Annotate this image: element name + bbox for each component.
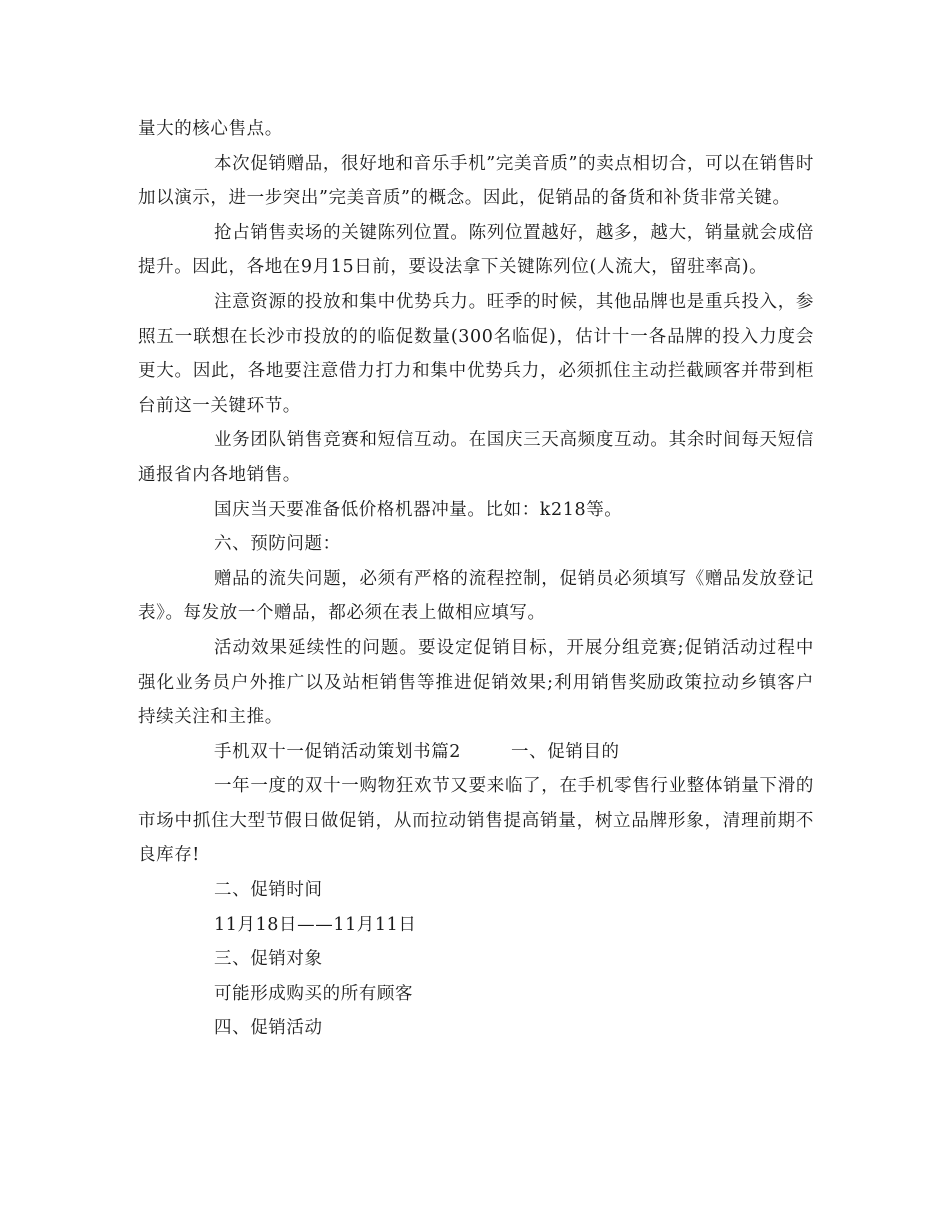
paragraph: 注意资源的投放和集中优势兵力。旺季的时候，其他品牌也是重兵投入，参照五一联想在长沙市投放的的临促数量(300名临促)，估计十一各品牌的投入力度会更大。因此，各地要注意借力打力和集中优势兵力，必须抓住主动拦截顾客并带到柜台前这一关键环节。 bbox=[138, 291, 814, 416]
section-heading-prevention: 六、预防问题： bbox=[214, 534, 341, 555]
article-title: 手机双十一促销活动策划书篇2 bbox=[214, 741, 462, 762]
paragraph: 业务团队销售竞赛和短信互动。在国庆三天高频度互动。其余时间每天短信通报省内各地销售。 bbox=[138, 430, 814, 485]
paragraph: 可能形成购买的所有顾客 bbox=[214, 983, 414, 1004]
article-heading-line bbox=[138, 735, 814, 770]
paragraph: 抢占销售卖场的关键陈列位置。陈列位置越好，越多，越大，销量就会成倍提升。因此，各地在9月15日前，要设法拿下关键陈列位(人流大，留驻率高)。 bbox=[138, 222, 814, 278]
section-heading-activities: 四、促销活动 bbox=[214, 1018, 323, 1039]
section-heading-audience: 三、促销对象 bbox=[214, 949, 323, 970]
section-heading-goal: 一、促销目的 bbox=[511, 741, 620, 762]
paragraph: 本次促销赠品，很好地和音乐手机”完美音质”的卖点相切合，可以在销售时加以演示，进一步突出”完美音质”的概念。因此，促销品的备货和补货非常关键。 bbox=[138, 153, 814, 209]
paragraph: 活动效果延续性的问题。要设定促销目标，开展分组竞赛;促销活动过程中强化业务员户外推广以及站柜销售等推进促销效果;利用销售奖励政策拉动乡镇客户持续关注和主推。 bbox=[138, 637, 814, 728]
paragraph: 一年一度的双十一购物狂欢节又要来临了，在手机零售行业整体销量下滑的市场中抓住大型节假日做促销，从而拉动销售提高销量，树立品牌形象，清理前期不良库存! bbox=[138, 776, 814, 866]
promotion-date-range: 11月18日——11月11日 bbox=[214, 914, 417, 935]
document-body bbox=[138, 112, 814, 1046]
paragraph: 赠品的流失问题，必须有严格的流程控制，促销员必须填写《赠品发放登记表》。每发放一个赠品，都必须在表上做相应填写。 bbox=[138, 568, 814, 624]
section-heading-time: 二、促销时间 bbox=[214, 880, 323, 901]
paragraph: 量大的核心售点。 bbox=[138, 119, 283, 139]
paragraph: 国庆当天要准备低价格机器冲量。比如：k218等。 bbox=[214, 499, 623, 520]
